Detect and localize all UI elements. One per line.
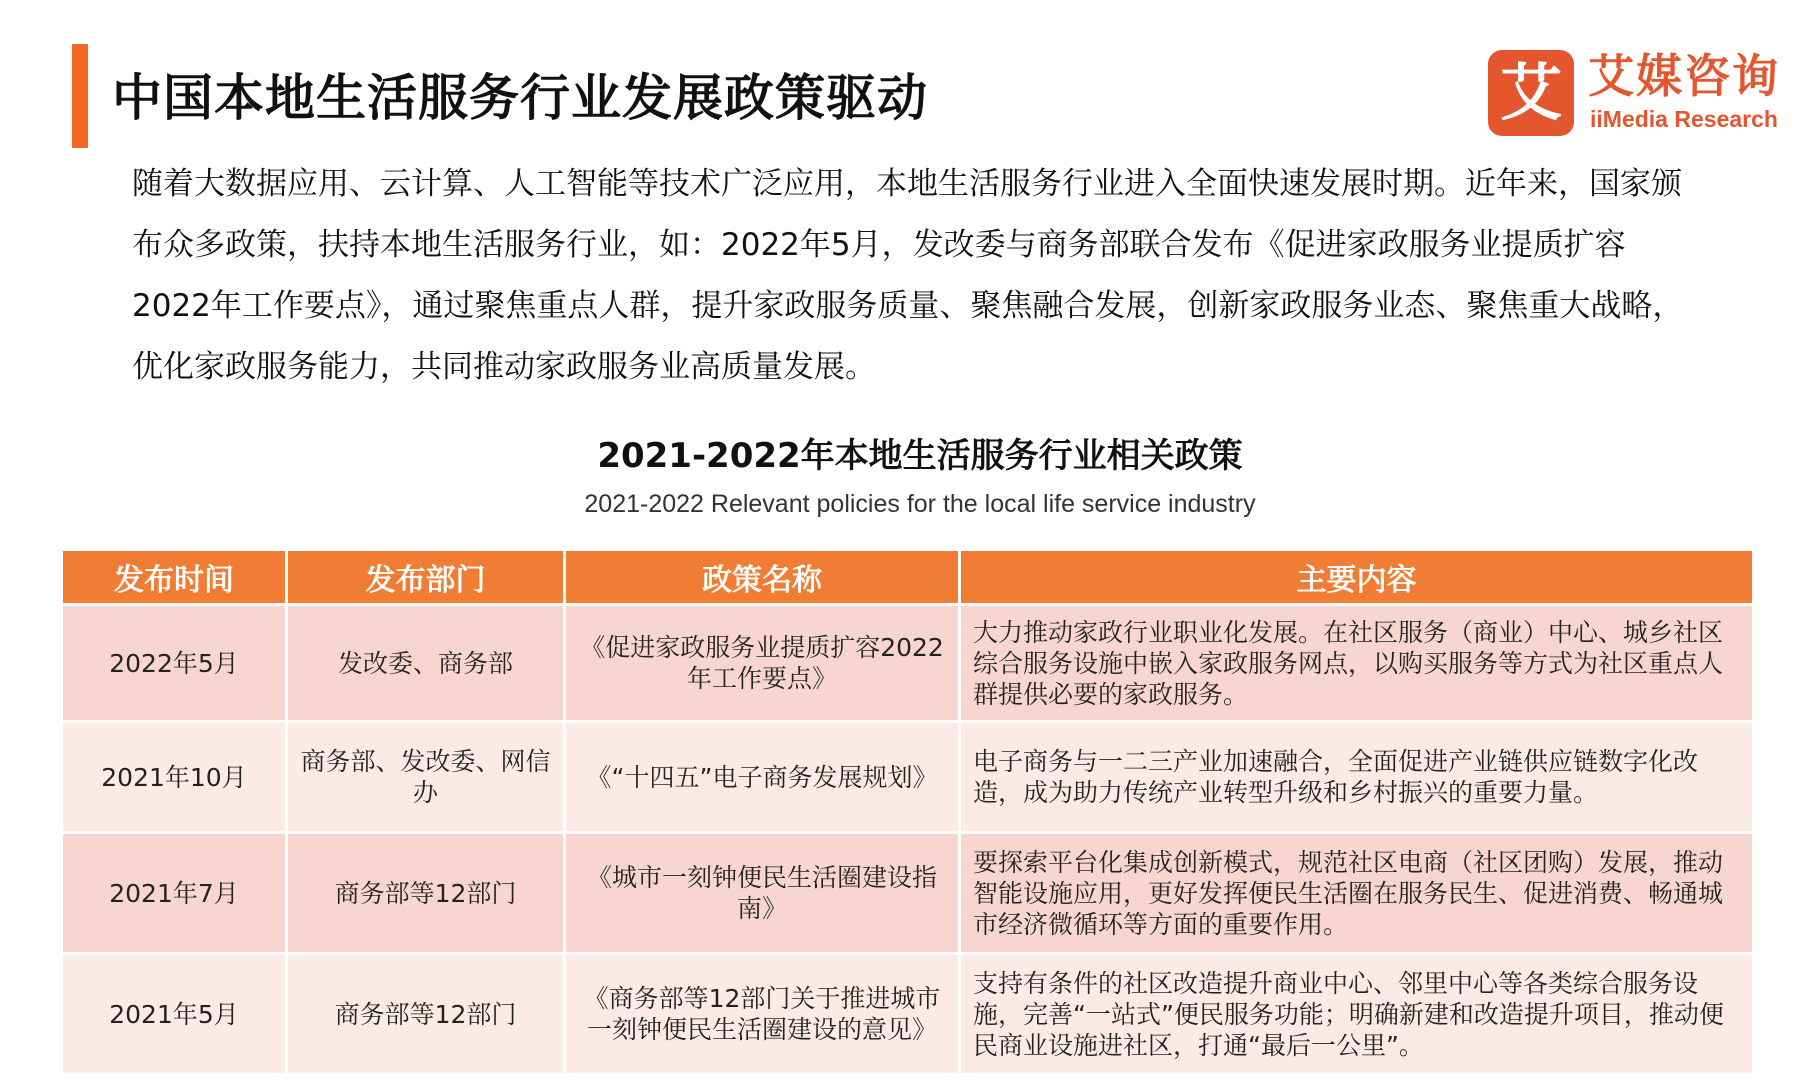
cell-policy: 《城市一刻钟便民生活圈建设指南》 [566,834,958,952]
table-subtitle: 2021-2022 Relevant policies for the local life service industry [584,490,1256,518]
cell-content: 要探索平台化集成创新模式，规范社区电商（社区团购）发展，推动智能设施应用，更好发挥便民生活圈在服务民生、促进消费、畅通城市经济微循环等方面的重要作用。 [961,834,1752,952]
header-cell-department: 发布部门 [288,551,563,603]
header-cell-date: 发布时间 [63,551,285,603]
intro-paragraph: 随着大数据应用、云计算、人工智能等技术广泛应用，本地生活服务行业进入全面快速发展时期。近年来，国家颁布众多政策，扶持本地生活服务行业，如：2022年5月，发改委与商务部联合发布《促进家政服务业提质扩容2022年工作要点》，通过聚焦重点人群，提升家政服务质量、聚焦融合发展，创新家政服务业态、聚焦重大战略，优化家政服务能力，共同推动家政服务业高质量发展。 [132,166,1684,385]
cell-content: 支持有条件的社区改造提升商业中心、邻里中心等各类综合服务设施，完善“一站式”便民服务功能；明确新建和改造提升项目，推动便民商业设施进社区，打通“最后一公里”。 [961,955,1752,1073]
table-row [63,834,1752,952]
cell-date: 2021年5月 [63,955,285,1073]
cell-department: 商务部等12部门 [288,834,563,952]
header-cell-content: 主要内容 [961,551,1752,603]
cell-date: 2021年7月 [63,834,285,952]
cell-policy: 《促进家政服务业提质扩容2022年工作要点》 [566,606,958,720]
table-row [63,606,1752,720]
cell-policy: 《商务部等12部门关于推进城市一刻钟便民生活圈建设的意见》 [566,955,958,1073]
cell-date: 2022年5月 [63,606,285,720]
logo-mark-icon: 艾 [1488,50,1574,136]
table-row [63,723,1752,831]
brand-logo [1488,50,1788,136]
cell-department: 发改委、商务部 [288,606,563,720]
header-cell-policy: 政策名称 [566,551,958,603]
table-header-row [63,551,1752,603]
table-row [63,955,1752,1073]
cell-policy: 《“十四五”电子商务发展规划》 [566,723,958,831]
table-title: 2021-2022年本地生活服务行业相关政策 [597,436,1243,476]
page-title: 中国本地生活服务行业发展政策驱动 [112,69,928,127]
title-accent-bar [72,44,88,148]
logo-name-cn: 艾媒咨询 [1588,49,1780,103]
cell-date: 2021年10月 [63,723,285,831]
cell-department: 商务部、发改委、网信办 [288,723,563,831]
cell-department: 商务部等12部门 [288,955,563,1073]
policy-table [60,548,1755,1076]
cell-content: 电子商务与一二三产业加速融合，全面促进产业链供应链数字化改造，成为助力传统产业转型升级和乡村振兴的重要力量。 [961,723,1752,831]
logo-name-en: iiMedia Research [1590,106,1778,132]
cell-content: 大力推动家政行业职业化发展。在社区服务（商业）中心、城乡社区综合服务设施中嵌入家政服务网点，以购买服务等方式为社区重点人群提供必要的家政服务。 [961,606,1752,720]
